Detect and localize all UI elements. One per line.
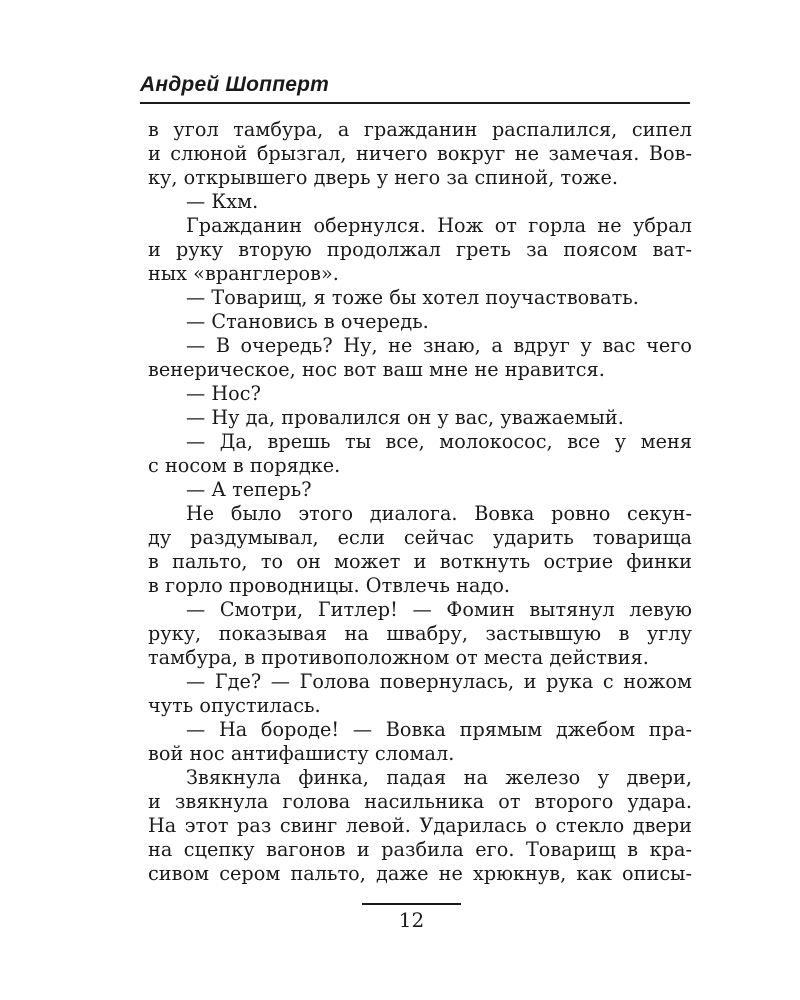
text-line: — Становись в очередь.	[186, 310, 429, 333]
page-number: 12	[398, 908, 425, 932]
text-line: сивом сером пальто, даже не хрюкнув, как описы-	[148, 862, 692, 885]
text-line: в горло проводницы. Отвлечь надо.	[148, 574, 511, 597]
folio-rule	[362, 903, 461, 905]
text-line: — Нос?	[186, 382, 261, 405]
text-line: с носом в порядке.	[148, 454, 341, 477]
text-line: и руку вторую продолжал греть за поясом ват-	[148, 238, 692, 261]
text-line: — Да, врешь ты все, молокосос, все у меня	[186, 430, 692, 453]
header-rule	[140, 102, 690, 104]
text-line: На этот раз свинг левой. Ударилась о стекло двери	[148, 814, 692, 837]
text-line: и слюной брызгал, ничего вокруг не замечая. Вов-	[148, 142, 692, 165]
text-line: венерическое, нос вот ваш мне не нравится.	[148, 358, 605, 381]
text-line: и звякнула голова насильника от второго удара.	[148, 790, 692, 813]
running-head-author: Андрей Шопперт	[140, 73, 330, 96]
text-line: тамбура, в противоположном от места действия.	[148, 646, 649, 669]
text-line: — Смотри, Гитлер! — Фомин вытянул левую	[186, 598, 692, 621]
text-line: ку, открывшего дверь у него за спиной, тоже.	[148, 166, 619, 189]
text-line: в пальто, то он может и воткнуть острие финки	[148, 550, 692, 573]
text-line: ду раздумывал, если сейчас ударить товарища	[148, 526, 692, 549]
text-line: в угол тамбура, а гражданин распалился, сипел	[148, 118, 692, 141]
text-line: Не было этого диалога. Вовка ровно секун-	[186, 502, 692, 525]
text-line: ных «вранглеров».	[148, 262, 339, 285]
text-line: — Товарищ, я тоже бы хотел поучаствовать.	[186, 286, 639, 309]
text-line: — На бороде! — Вовка прямым джебом пра-	[186, 718, 692, 741]
body-text	[148, 118, 692, 886]
text-line: Гражданин обернулся. Нож от горла не убрал	[186, 214, 692, 237]
text-line: на сцепку вагонов и разбила его. Товарищ в кра-	[148, 838, 692, 861]
text-line: — В очередь? Ну, не знаю, а вдруг у вас чего	[186, 334, 692, 357]
text-line: — А теперь?	[186, 478, 312, 501]
text-line: — Кхм.	[186, 190, 259, 213]
text-line: чуть опустилась.	[148, 694, 321, 717]
text-line: Звякнула финка, падая на железо у двери,	[186, 766, 692, 789]
text-line: — Ну да, провалился он у вас, уважаемый.	[186, 406, 624, 429]
text-line: — Где? — Голова повернулась, и рука с ножом	[186, 670, 692, 693]
text-line: руку, показывая на швабру, застывшую в углу	[148, 622, 692, 645]
text-line: вой нос антифашисту сломал.	[148, 742, 455, 765]
